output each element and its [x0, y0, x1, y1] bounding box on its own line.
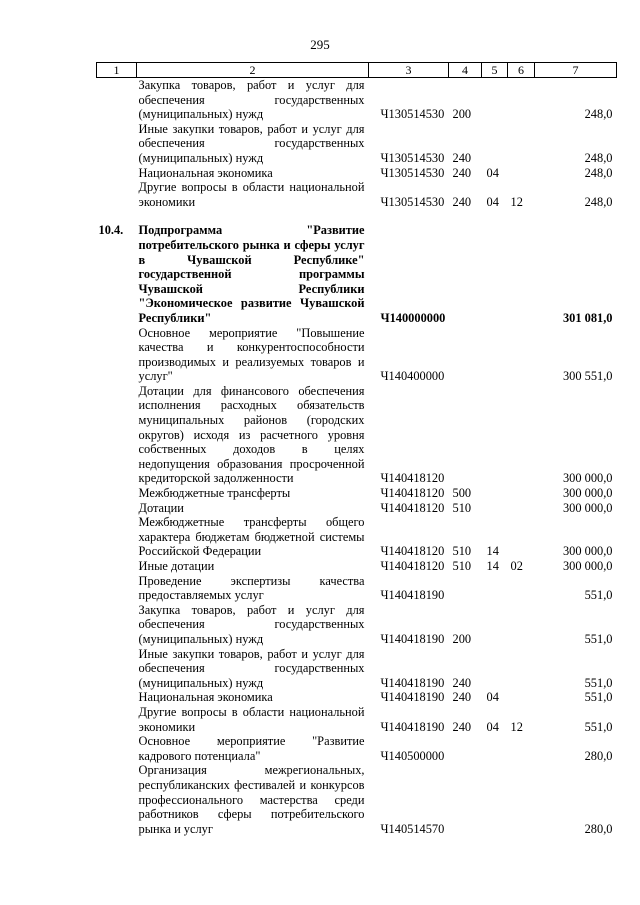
- table-row: [97, 486, 617, 501]
- row-name: Подпрограмма "Развитие потребительского рынка и сферы услуг в Чувашской Республике" государственной программы Чувашской Республики "Экономическое развитие Чувашской Республики": [138, 223, 365, 325]
- table-row: [97, 734, 617, 763]
- row-code: Ч130514530: [380, 150, 445, 165]
- row-subsection: [508, 326, 535, 384]
- row-expense-type: 200: [452, 631, 472, 646]
- row-subsection: [508, 647, 535, 691]
- row-amount: 551,0: [584, 631, 613, 646]
- row-name: Национальная экономика: [138, 165, 273, 180]
- row-expense-type: 200: [452, 107, 472, 122]
- row-code: Ч140000000: [380, 310, 446, 325]
- table-row: [97, 705, 617, 734]
- row-number: [97, 763, 137, 836]
- row-number: [97, 647, 137, 691]
- row-section: [482, 647, 508, 691]
- row-expense-type: 510: [452, 544, 472, 559]
- row-expense-type: [449, 326, 482, 384]
- table-row: [97, 223, 617, 325]
- table-row: [97, 763, 617, 836]
- row-name: Иные дотации: [138, 559, 215, 573]
- table-row: [97, 122, 617, 166]
- row-section: 04: [486, 719, 499, 734]
- row-code: Ч130514530: [380, 107, 445, 122]
- row-code: Ч140418190: [380, 588, 445, 603]
- row-name: Межбюджетные трансферты: [138, 486, 291, 501]
- row-amount: 551,0: [584, 588, 613, 603]
- header-col-1: 1: [97, 63, 137, 78]
- table-row: [97, 180, 617, 209]
- row-amount: 301 081,0: [562, 310, 613, 325]
- row-section: [482, 603, 508, 647]
- row-name: Основное мероприятие "Повышение качества и конкурентоспособности производимых и реализуемых товаров и услуг": [138, 325, 365, 384]
- row-amount: 300 551,0: [562, 369, 613, 384]
- row-code: Ч130514530: [380, 165, 445, 180]
- table-row: [97, 515, 617, 559]
- row-amount: 300 000,0: [562, 486, 613, 501]
- row-section: [482, 501, 508, 516]
- row-section: [482, 574, 508, 603]
- row-amount: 300 000,0: [562, 544, 613, 559]
- row-section: 04: [486, 165, 499, 180]
- row-number: [97, 326, 137, 384]
- row-expense-type: 240: [452, 194, 472, 209]
- row-name: Дотации для финансового обеспечения исполнения расходных обязательств муниципальных районов (городских округов) исходя из расчетного уровня собственных доходов в целях недопущения образования просроченной кредиторской задолженности: [138, 383, 365, 486]
- row-expense-type: [449, 223, 482, 325]
- table-row: [97, 559, 617, 574]
- row-number: [97, 180, 137, 209]
- row-name: Другие вопросы в области национальной экономики: [138, 180, 365, 209]
- row-amount: 300 000,0: [562, 471, 613, 486]
- row-name: Дотации: [138, 500, 184, 515]
- row-name: Организация межрегиональных, республиканских фестивалей и конкурсов профессионального мастерства среди работников сферы потребительского рынка и услуг: [138, 763, 365, 836]
- row-name: Межбюджетные трансферты общего характера бюджетам бюджетной системы Российской Федерации: [138, 515, 365, 559]
- row-code: Ч140418120: [380, 471, 445, 486]
- row-amount: 248,0: [584, 107, 613, 122]
- row-expense-type: [449, 574, 482, 603]
- row-section: [482, 326, 508, 384]
- row-number: [97, 515, 137, 559]
- row-subsection: [508, 122, 535, 166]
- table-header: [97, 63, 617, 78]
- row-number: [97, 122, 137, 166]
- row-section: [482, 763, 508, 836]
- row-amount: 280,0: [584, 748, 613, 763]
- row-code: Ч140418190: [380, 675, 445, 690]
- header-col-7: 7: [535, 63, 617, 78]
- row-number: [97, 384, 137, 486]
- row-expense-type: 240: [452, 690, 472, 705]
- row-name: Закупка товаров, работ и услуг для обеспечения государственных (муниципальных) нужд: [138, 78, 365, 122]
- header-col-5: 5: [482, 63, 508, 78]
- row-subsection: [508, 78, 535, 122]
- table-row: [97, 603, 617, 647]
- row-amount: 551,0: [584, 690, 613, 705]
- row-number: [97, 603, 137, 647]
- row-expense-type: [449, 734, 482, 763]
- row-amount: 248,0: [584, 150, 613, 165]
- row-number: 10.4.: [98, 223, 124, 238]
- header-col-4: 4: [449, 63, 482, 78]
- row-subsection: [508, 763, 535, 836]
- row-section: [482, 223, 508, 325]
- row-name: Иные закупки товаров, работ и услуг для обеспечения государственных (муниципальных) нужд: [138, 121, 365, 165]
- header-col-3: 3: [369, 63, 449, 78]
- row-code: Ч130514530: [380, 194, 445, 209]
- row-subsection: [508, 690, 535, 705]
- table-row: [97, 166, 617, 181]
- row-section: 04: [486, 690, 499, 705]
- row-amount: 551,0: [584, 675, 613, 690]
- row-section: [482, 384, 508, 486]
- row-subsection: [508, 574, 535, 603]
- row-subsection: [508, 603, 535, 647]
- row-expense-type: 510: [452, 500, 472, 515]
- row-number: [97, 501, 137, 516]
- row-expense-type: 510: [452, 559, 472, 573]
- row-number: [97, 690, 137, 705]
- budget-table: [96, 62, 617, 836]
- row-expense-type: 240: [452, 719, 472, 734]
- row-name: Проведение экспертизы качества предоставляемых услуг: [138, 573, 365, 603]
- row-amount: 280,0: [584, 821, 613, 836]
- row-section: 14: [486, 544, 499, 559]
- row-code: Ч140418120: [380, 500, 445, 515]
- row-expense-type: 240: [452, 150, 472, 165]
- table-row: [97, 78, 617, 122]
- row-expense-type: 240: [452, 165, 472, 180]
- header-col-2: 2: [137, 63, 369, 78]
- row-code: Ч140418120: [380, 486, 445, 501]
- row-amount: 551,0: [584, 719, 613, 734]
- row-name: Национальная экономика: [138, 690, 273, 705]
- row-section: [482, 734, 508, 763]
- row-subsection: [508, 515, 535, 559]
- row-section: 14: [486, 559, 499, 573]
- row-subsection: [508, 734, 535, 763]
- row-name: Основное мероприятие "Развитие кадрового потенциала": [138, 734, 365, 763]
- header-row: [97, 63, 617, 78]
- table-row: [97, 574, 617, 603]
- header-col-6: 6: [508, 63, 535, 78]
- row-expense-type: [449, 384, 482, 486]
- row-section: [482, 122, 508, 166]
- row-subsection: [508, 501, 535, 516]
- table-row: [97, 384, 617, 486]
- row-name: Другие вопросы в области национальной экономики: [138, 704, 365, 734]
- row-number: [97, 486, 137, 501]
- table-row: [97, 647, 617, 691]
- row-subsection: 12: [510, 194, 523, 209]
- row-section: [482, 78, 508, 122]
- row-number: [97, 78, 137, 122]
- row-subsection: 02: [510, 559, 523, 573]
- table-row: [97, 501, 617, 516]
- row-subsection: [508, 486, 535, 501]
- row-code: Ч140418190: [380, 719, 445, 734]
- row-amount: 300 000,0: [562, 559, 613, 573]
- row-code: Ч140418120: [380, 559, 445, 573]
- row-code: Ч140500000: [380, 748, 445, 763]
- row-expense-type: [449, 763, 482, 836]
- row-section: [482, 486, 508, 501]
- row-number: [97, 574, 137, 603]
- row-code: Ч140514570: [380, 821, 445, 836]
- row-number: [97, 705, 137, 734]
- row-subsection: [508, 384, 535, 486]
- table-row: [97, 690, 617, 705]
- row-code: Ч140418190: [380, 631, 445, 646]
- table-body: [97, 78, 617, 837]
- row-code: Ч140418120: [380, 544, 445, 559]
- row-amount: 300 000,0: [562, 500, 613, 515]
- row-subsection: 12: [510, 719, 523, 734]
- row-expense-type: 500: [452, 486, 472, 501]
- row-number: [97, 559, 137, 574]
- page-number: 295: [310, 37, 330, 52]
- table-row: [97, 326, 617, 384]
- row-amount: 248,0: [584, 194, 613, 209]
- row-number: [97, 734, 137, 763]
- spacer-row: [97, 209, 617, 223]
- row-number: [97, 166, 137, 181]
- spacer-cell: [97, 209, 617, 223]
- row-section: 04: [486, 194, 499, 209]
- row-code: Ч140418190: [380, 690, 445, 705]
- row-name: Закупка товаров, работ и услуг для обеспечения государственных (муниципальных) нужд: [138, 602, 365, 646]
- row-amount: 248,0: [584, 165, 613, 180]
- row-subsection: [508, 166, 535, 181]
- row-name: Иные закупки товаров, работ и услуг для обеспечения государственных (муниципальных) нужд: [138, 646, 365, 690]
- row-subsection: [508, 223, 535, 325]
- row-code: Ч140400000: [380, 369, 445, 384]
- row-expense-type: 240: [452, 675, 472, 690]
